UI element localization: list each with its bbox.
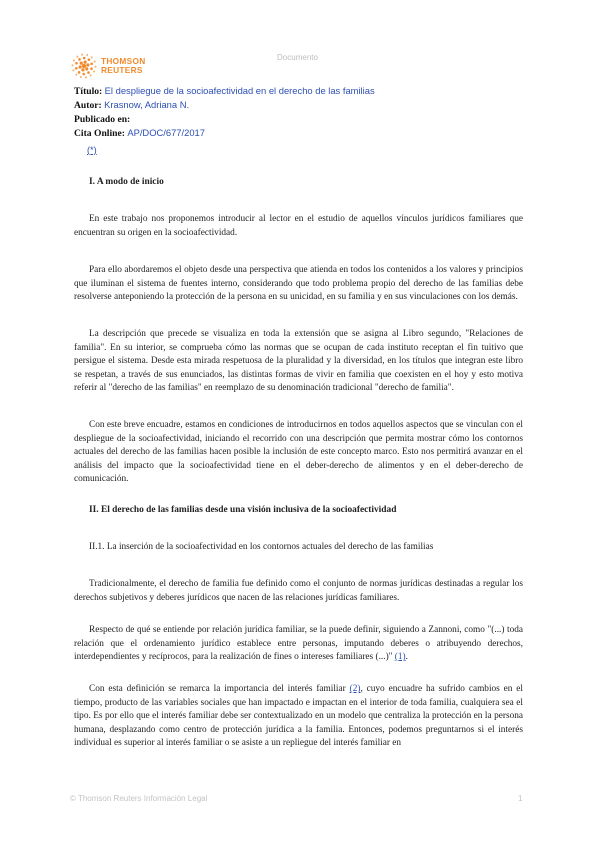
page-number: 1 — [518, 794, 523, 803]
document-body — [74, 176, 523, 750]
paragraph: Respecto de qué se entiende por relación jurídica familiar, se la puede definir, siguiendo a Zannoni, como "(...) toda relación que el ordenamiento jurídico establece entre personas, imputando deberes o atribuyendo derechos, interdependientes y recíprocos, para la realización de fines o intereses familiares (...)" (1). — [74, 625, 523, 662]
section-heading-2: II. El derecho de las familias desde una visión inclusiva de la socioafectividad — [89, 504, 397, 515]
author-row — [74, 98, 375, 112]
document-metadata — [74, 84, 375, 141]
author-label: Autor: — [74, 100, 102, 112]
paragraph: Con este breve encuadre, estamos en condiciones de introducirnos en todos aquellos aspectos que se vinculan con el despliegue de la socioafectividad, iniciando el recorrido con una descripción que permita mostrar cómo los contornos actuales del derecho de las familias hacen posible la inclusión de este concepto marco. Esto nos permitirá avanzar en el análisis del impacto que la socioafectividad tiene en el deber-derecho de alimentos y en el deber-derecho de comunicación. — [74, 420, 523, 485]
cite-value: AP/DOC/677/2017 — [127, 127, 205, 139]
paragraph: Para ello abordaremos el objeto desde una perspectiva que atienda en todos los contenidos a los valores y principios que iluminan el sistema de fuentes interno, considerando que todo problema propio del derecho de las familias debe resolverse anteponiendo la protección de la persona en su unicidad, en su familia y en sus vinculaciones con los demás. — [74, 265, 523, 303]
footer-copyright: © Thomson Reuters Información Legal — [70, 794, 208, 803]
title-row — [74, 84, 375, 98]
paragraph-text: Con esta definición se remarca la importancia del interés familiar — [89, 684, 350, 695]
thomson-reuters-logo — [70, 51, 146, 81]
logo-line-1: THOMSON — [101, 56, 146, 66]
subsection-heading: II.1. La inserción de la socioafectividad en los contornos actuales del derecho de las familias — [89, 541, 434, 552]
section-heading-1: I. A modo de inicio — [89, 177, 164, 187]
published-label: Publicado en: — [74, 113, 131, 125]
paragraph: Tradicionalmente, el derecho de familia fue definido como el conjunto de normas jurídicas destinadas a regular los derechos subjetivos y deberes jurídicos que nacen de las relaciones jurídicas familiares. — [74, 579, 523, 603]
cite-label: Cita Online: — [74, 128, 125, 140]
paragraph-text: , cuyo encuadre ha sufrido cambios en el tiempo, producto de las variables sociales que han impactado e impactan en el interior de toda familia, cualquiera sea el tipo. Es por ello que el interés familiar debe ser contextualizado en un modelo que centraliza la protección en la persona humana, desplazando como centro de protección jurídica a la familia. Entonces, podemos preguntarnos si el interés individual es superior al interés familiar o se asiste a un repliegue del interés familiar en — [74, 684, 524, 748]
title-value: El despliegue de la socioafectividad en el derecho de las familias — [104, 85, 375, 96]
paragraph-text: Respecto de qué se entiende por relación jurídica familiar, se la puede definir, siguiendo a Zannoni, como "(...) toda relación que el ordenamiento jurídico establece entre personas, imputando deberes o atribuyendo derechos, interdependientes y recíprocos, para la realización de fines o intereses familiares (...)" — [74, 625, 523, 662]
thomson-reuters-dot-sphere-icon — [70, 52, 98, 80]
footnote-link-2[interactable]: (2) — [349, 684, 361, 695]
author-note-link[interactable]: (*) — [87, 145, 97, 155]
footnote-link-1[interactable]: (1) — [394, 651, 406, 662]
document-header-label: Documento — [277, 53, 318, 62]
paragraph: En este trabajo nos proponemos introducir al lector en el estudio de aquellos vínculos jurídicos familiares que encuentran su origen en la socioafectividad. — [74, 214, 523, 238]
paragraph — [74, 683, 523, 750]
author-value: Krasnow, Adriana N. — [104, 99, 190, 111]
paragraph: La descripción que precede se visualiza en toda la extensión que se asigna al Libro segundo, "Relaciones de familia". En su interior, se comprueba cómo las normas que se ocupan de cada instituto receptan el fin tuitivo que persigue el sistema. Desde esta mirada respetuosa de la pluralidad y la diversidad, en los títulos que integran este libro se respetan, a través de sus enunciados, las distintas formas de vivir en familia que coexisten en el hoy y esto motiva referir al "derecho de las familias" en reemplazo de su denominación tradicional "derecho de familia". — [74, 329, 523, 394]
cite-row — [74, 126, 375, 140]
title-label: Título: — [74, 86, 103, 97]
published-row — [74, 113, 375, 126]
logo-line-2: REUTERS — [101, 65, 143, 75]
